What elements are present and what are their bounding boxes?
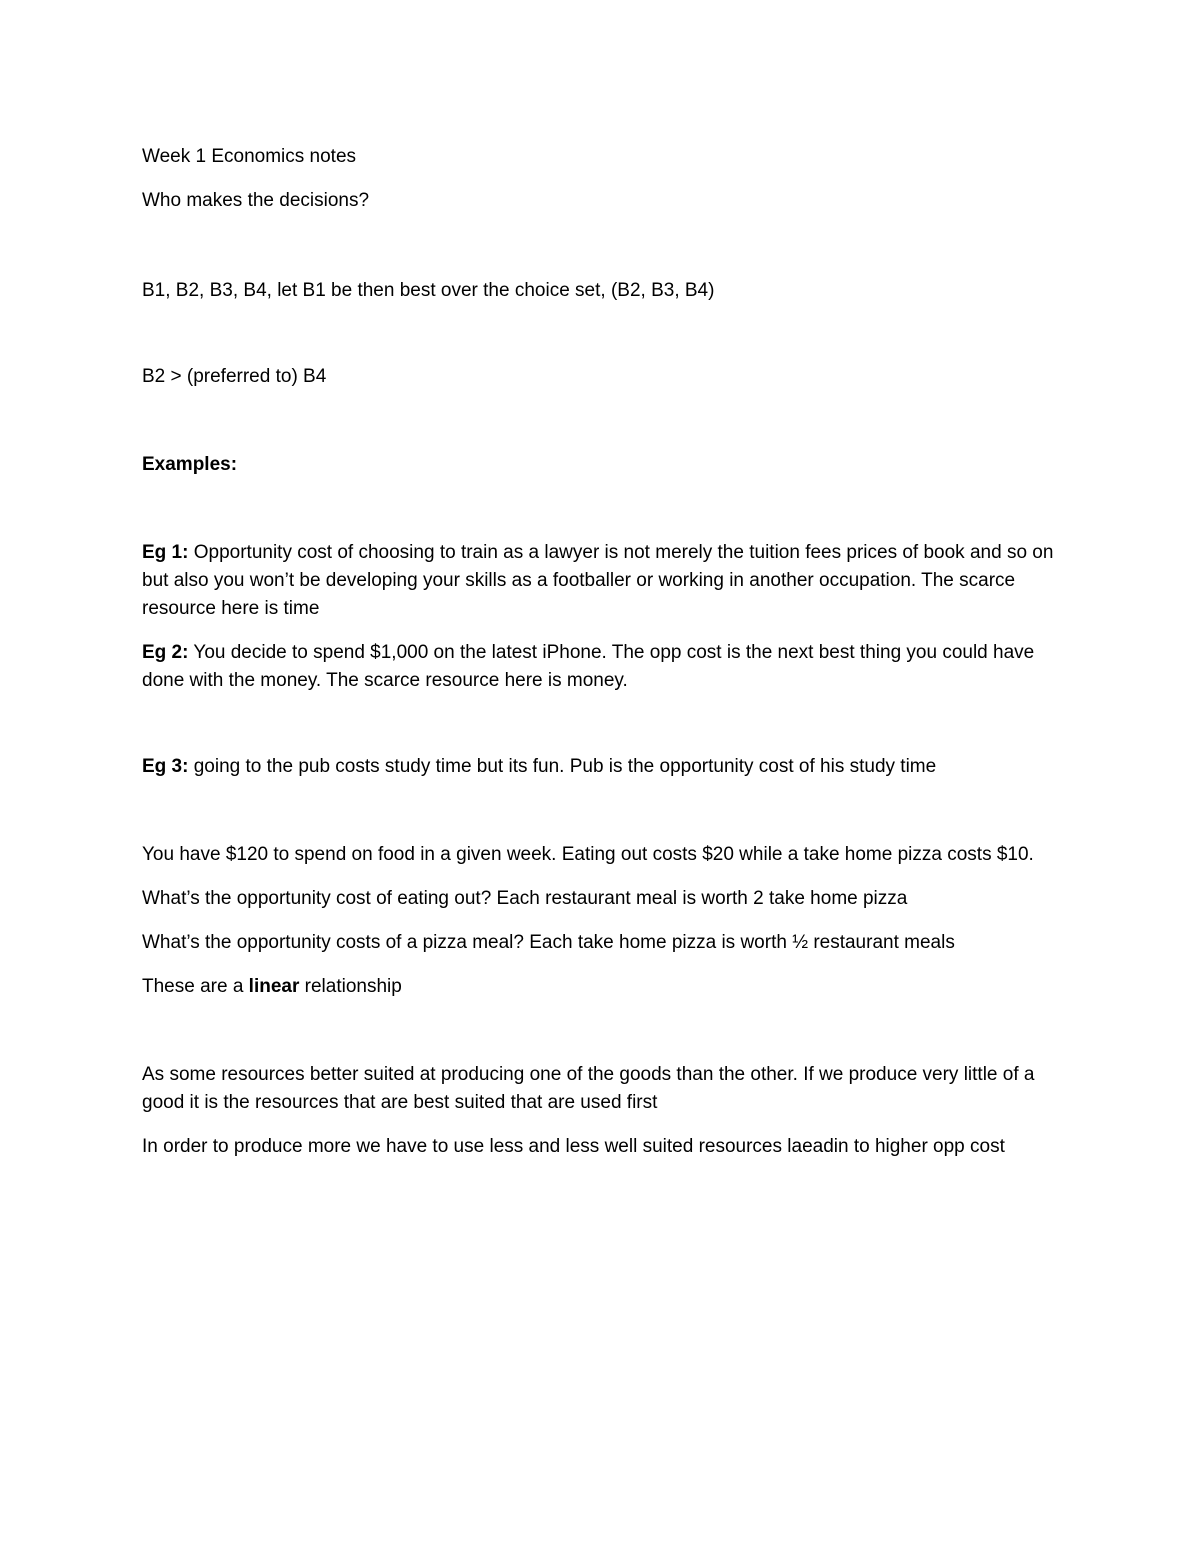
budget-line: You have $120 to spend on food in a given week. Eating out costs $20 while a take home pizza costs $10. xyxy=(142,844,1034,865)
resources-paragraph: As some resources better suited at producing one of the goods than the other. If we produce very little of a good it is the resources that are best suited that are used first xyxy=(142,1064,1035,1113)
opp-cost-pizza-line: What’s the opportunity costs of a pizza meal? Each take home pizza is worth ½ restaurant meals xyxy=(142,932,955,953)
linear-bold: linear xyxy=(248,976,300,997)
example-1-text: Opportunity cost of choosing to train as a lawyer is not merely the tuition fees prices of book and so on but also you won’t be developing your skills as a footballer or working in another occupation. The scarce resource here is time xyxy=(142,542,1054,619)
example-1-label: Eg 1: xyxy=(142,542,189,563)
document-body xyxy=(142,143,1062,1161)
produce-more-line: In order to produce more we have to use less and less well suited resources laeadin to higher opp cost xyxy=(142,1136,1005,1157)
opp-cost-eating-out-line: What’s the opportunity cost of eating out? Each restaurant meal is worth 2 take home pizza xyxy=(142,888,908,909)
example-2-label: Eg 2: xyxy=(142,642,189,663)
document-title: Week 1 Economics notes xyxy=(142,146,357,167)
example-2-text: You decide to spend $1,000 on the latest iPhone. The opp cost is the next best thing you could have done with the money. The scarce resource here is money. xyxy=(142,642,1035,691)
linear-relationship-line xyxy=(142,973,1062,1001)
example-3-text: going to the pub costs study time but its fun. Pub is the opportunity cost of his study time xyxy=(188,756,937,777)
choice-set-line: B1, B2, B3, B4, let B1 be then best over the choice set, (B2, B3, B4) xyxy=(142,280,715,301)
linear-after: relationship xyxy=(299,976,402,997)
example-3 xyxy=(142,753,1062,781)
example-1 xyxy=(142,539,1062,623)
preference-line: B2 > (preferred to) B4 xyxy=(142,366,327,387)
example-2 xyxy=(142,639,1062,695)
example-3-label: Eg 3: xyxy=(142,756,189,777)
linear-before: These are a xyxy=(142,976,249,997)
examples-heading: Examples: xyxy=(142,454,238,475)
question-line: Who makes the decisions? xyxy=(142,190,370,211)
